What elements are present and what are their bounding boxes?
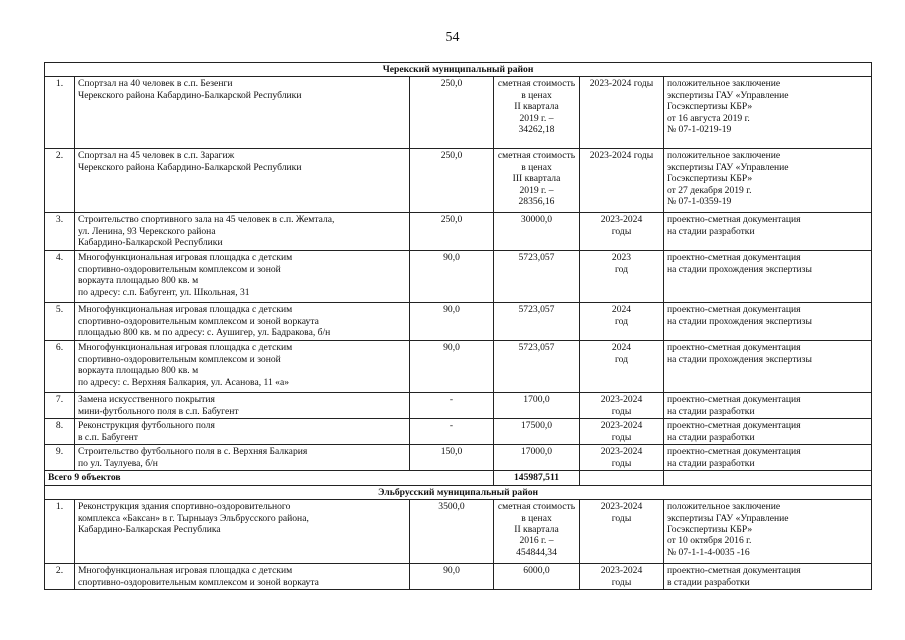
period-value-line: 2024 [611, 342, 632, 354]
total-value: 145987,511 [494, 471, 580, 485]
capacity-value: 90,0 [410, 251, 494, 303]
object-name-line: по ул. Таулуева, б/н [78, 457, 158, 469]
row-number: 9. [45, 445, 75, 471]
table-row [45, 341, 872, 393]
documentation-status [664, 303, 872, 341]
cost-value-line: 17000,0 [520, 446, 553, 458]
documentation-status-line: экспертизы ГАУ «Управление [667, 89, 789, 101]
documentation-status-line: на стадии разработки [667, 225, 755, 237]
documentation-status-line: от 10 октября 2016 г. [667, 535, 752, 547]
cost-value-line: III квартала [512, 173, 561, 185]
empty-cell [580, 471, 664, 485]
object-name-line: площадью 800 кв. м по адресу: с. Аушигер, ул. Бадракова, б/н [78, 327, 331, 339]
row-number: 1. [45, 77, 75, 149]
period-value-line: 2023-2024 [600, 394, 643, 406]
cost-value-line: 28356,16 [518, 196, 555, 208]
period-value-line: 2023-2024 [600, 501, 643, 513]
period-value [580, 213, 664, 251]
period-value-line: 2024 [611, 304, 632, 316]
object-name-line: Реконструкция здания спортивно-оздоровительного [78, 501, 291, 513]
period-value [580, 500, 664, 564]
object-name-line: Реконструкция футбольного поля [78, 420, 215, 432]
documentation-status-line: № 07-1-1-4-0035 -16 [667, 546, 750, 558]
capacity-value: 90,0 [410, 564, 494, 590]
documentation-status-line: экспертизы ГАУ «Управление [667, 512, 789, 524]
empty-cell [664, 471, 872, 485]
object-name-line: Многофункциональная игровая площадка с детским [78, 252, 293, 264]
cost-value [494, 213, 580, 251]
object-name-line: Спортзал на 45 человек в с.п. Зарагиж [78, 150, 235, 162]
table-row [45, 419, 872, 445]
documentation-status-line: проектно-сметная документация [667, 394, 801, 406]
object-name-line: в с.п. Бабугент [78, 431, 138, 443]
period-value [580, 419, 664, 445]
object-name-line: Кабардино-Балкарская Республика [78, 524, 221, 536]
object-name [75, 213, 410, 251]
cost-value-line: 2019 г. – [519, 112, 554, 124]
cost-value-line: в ценах [521, 89, 552, 101]
object-name [75, 445, 410, 471]
cost-value [494, 393, 580, 419]
object-name [75, 77, 410, 149]
object-name-line: Многофункциональная игровая площадка с детским [78, 565, 293, 577]
table-row [45, 213, 872, 251]
cost-value [494, 251, 580, 303]
documentation-status [664, 77, 872, 149]
section-title: Черекский муниципальный район [45, 63, 872, 77]
cost-value [494, 445, 580, 471]
documentation-status-line: проектно-сметная документация [667, 420, 801, 432]
object-name-line: Спортзал на 40 человек в с.п. Безенги [78, 78, 233, 90]
documentation-status [664, 251, 872, 303]
object-name [75, 251, 410, 303]
table-row [45, 393, 872, 419]
documentation-status-line: проектно-сметная документация [667, 214, 801, 226]
object-name [75, 419, 410, 445]
object-name-line: комплекса «Баксан» в г. Тырныауз Эльбрусского района, [78, 512, 309, 524]
documentation-status-line: Госэкспертизы КБР» [667, 524, 753, 536]
section-header-row [45, 485, 872, 499]
documentation-status-line: проектно-сметная документация [667, 252, 801, 264]
cost-value-line: в ценах [521, 161, 552, 173]
documentation-status-line: на стадии прохождения экспертизы [667, 353, 812, 365]
period-value-line: годы [611, 225, 632, 237]
documentation-status-line: № 07-1-0219-19 [667, 124, 732, 136]
period-value-line: 2023-2024 [600, 214, 643, 226]
object-name-line: по адресу: с. Верхняя Балкария, ул. Асанова, 11 «а» [78, 376, 290, 388]
documentation-status-line: проектно-сметная документация [667, 342, 801, 354]
cost-value-line: 34262,18 [518, 124, 555, 136]
total-row [45, 471, 872, 485]
documentation-status-line: положительное заключение [667, 501, 781, 513]
cost-value-line: сметная стоимость [497, 150, 576, 162]
object-name-line: спортивно-оздоровительным комплексом и зоной воркаута [78, 576, 319, 588]
period-value-line: годы [611, 512, 632, 524]
object-name-line: по адресу: с.п. Бабугент, ул. Школьная, 31 [78, 286, 250, 298]
object-name-line: спортивно-оздоровительным комплексом и зоной воркаута [78, 315, 319, 327]
cost-value [494, 500, 580, 564]
object-name-line: воркаута площадью 800 кв. м [78, 365, 199, 377]
period-value-line: год [614, 353, 629, 365]
documentation-status-line: в стадии разработки [667, 576, 750, 588]
row-number: 6. [45, 341, 75, 393]
documentation-status-line: на стадии разработки [667, 405, 755, 417]
page-number: 54 [445, 30, 460, 45]
cost-value-line: 6000,0 [523, 565, 550, 577]
object-name [75, 341, 410, 393]
cost-value [494, 564, 580, 590]
cost-value-line: 2016 г. – [519, 535, 554, 547]
cost-value-line: II квартала [514, 101, 559, 113]
documentation-status-line: на стадии прохождения экспертизы [667, 263, 812, 275]
period-value-line: 2023-2024 годы [589, 150, 654, 162]
period-value [580, 149, 664, 213]
table-row [45, 500, 872, 564]
cost-value [494, 77, 580, 149]
row-number: 1. [45, 500, 75, 564]
cost-value-line: 1700,0 [523, 394, 550, 406]
capacity-value: 90,0 [410, 303, 494, 341]
capacity-value: - [410, 419, 494, 445]
period-value [580, 564, 664, 590]
documentation-status-line: положительное заключение [667, 150, 781, 162]
documentation-status-line: проектно-сметная документация [667, 304, 801, 316]
object-name-line: Черекского района Кабардино-Балкарской Республики [78, 161, 302, 173]
period-value [580, 303, 664, 341]
row-number: 8. [45, 419, 75, 445]
cost-value [494, 149, 580, 213]
documentation-status-line: Госэкспертизы КБР» [667, 101, 753, 113]
object-name [75, 500, 410, 564]
table-row [45, 149, 872, 213]
period-value [580, 251, 664, 303]
documentation-status [664, 564, 872, 590]
object-name [75, 303, 410, 341]
documentation-status-line: проектно-сметная документация [667, 446, 801, 458]
objects-table [44, 62, 872, 590]
cost-value [494, 419, 580, 445]
object-name [75, 393, 410, 419]
documentation-status-line: от 16 августа 2019 г. [667, 112, 750, 124]
object-name-line: спортивно-оздоровительным комплексом и зоной [78, 353, 281, 365]
cost-value-line: сметная стоимость [497, 501, 576, 513]
period-value-line: год [614, 263, 629, 275]
row-number: 7. [45, 393, 75, 419]
period-value-line: 2023-2024 [600, 420, 643, 432]
documentation-status-line: на стадии разработки [667, 431, 755, 443]
table-row [45, 303, 872, 341]
row-number: 4. [45, 251, 75, 303]
object-name-line: ул. Ленина, 93 Черекского района [78, 225, 216, 237]
cost-value-line: 5723,057 [518, 342, 555, 354]
documentation-status [664, 419, 872, 445]
cost-value [494, 303, 580, 341]
cost-value-line: 17500,0 [520, 420, 553, 432]
period-value [580, 341, 664, 393]
period-value [580, 393, 664, 419]
table-row [45, 251, 872, 303]
capacity-value: 3500,0 [410, 500, 494, 564]
period-value [580, 445, 664, 471]
documentation-status-line: на стадии разработки [667, 457, 755, 469]
period-value-line: годы [611, 431, 632, 443]
row-number: 5. [45, 303, 75, 341]
period-value-line: 2023-2024 [600, 446, 643, 458]
capacity-value: 90,0 [410, 341, 494, 393]
documentation-status [664, 149, 872, 213]
section-title: Эльбрусский муниципальный район [45, 485, 872, 499]
table-row [45, 445, 872, 471]
capacity-value: 150,0 [410, 445, 494, 471]
capacity-value: 250,0 [410, 213, 494, 251]
documentation-status-line: от 27 декабря 2019 г. [667, 184, 752, 196]
documentation-status-line: экспертизы ГАУ «Управление [667, 161, 789, 173]
cost-value-line: 30000,0 [520, 214, 553, 226]
documentation-status [664, 213, 872, 251]
object-name-line: воркаута площадью 800 кв. м [78, 275, 199, 287]
table-row [45, 77, 872, 149]
object-name-line: Многофункциональная игровая площадка с детским [78, 342, 293, 354]
documentation-status [664, 393, 872, 419]
row-number: 3. [45, 213, 75, 251]
documentation-status-line: Госэкспертизы КБР» [667, 173, 753, 185]
cost-value-line: сметная стоимость [497, 78, 576, 90]
documentation-status-line: на стадии прохождения экспертизы [667, 315, 812, 327]
capacity-value: 250,0 [410, 149, 494, 213]
capacity-value: - [410, 393, 494, 419]
object-name-line: мини-футбольного поля в с.п. Бабугент [78, 405, 239, 417]
cost-value-line: в ценах [521, 512, 552, 524]
object-name-line: Кабардино-Балкарской Республики [78, 237, 223, 249]
object-name-line: Замена искусственного покрытия [78, 394, 215, 406]
period-value [580, 77, 664, 149]
documentation-status [664, 445, 872, 471]
cost-value-line: 5723,057 [518, 252, 555, 264]
object-name-line: спортивно-оздоровительным комплексом и зоной [78, 263, 281, 275]
period-value-line: годы [611, 457, 632, 469]
object-name [75, 149, 410, 213]
cost-value-line: 2019 г. – [519, 184, 554, 196]
object-name-line: Черекского района Кабардино-Балкарской Республики [78, 89, 302, 101]
cost-value-line: II квартала [514, 524, 559, 536]
row-number: 2. [45, 564, 75, 590]
period-value-line: год [614, 315, 629, 327]
period-value-line: годы [611, 405, 632, 417]
period-value-line: 2023-2024 годы [589, 78, 654, 90]
cost-value [494, 341, 580, 393]
period-value-line: 2023 [611, 252, 632, 264]
period-value-line: 2023-2024 [600, 565, 643, 577]
cost-value-line: 5723,057 [518, 304, 555, 316]
object-name-line: Многофункциональная игровая площадка с детским [78, 304, 293, 316]
documentation-status-line: положительное заключение [667, 78, 781, 90]
documentation-status-line: № 07-1-0359-19 [667, 196, 732, 208]
object-name [75, 564, 410, 590]
cost-value-line: 454844,34 [516, 546, 557, 558]
section-header-row [45, 63, 872, 77]
object-name-line: Строительство спортивного зала на 45 человек в с.п. Жемтала, [78, 214, 335, 226]
documentation-status [664, 341, 872, 393]
capacity-value: 250,0 [410, 77, 494, 149]
object-name-line: Строительство футбольного поля в с. Верхняя Балкария [78, 446, 308, 458]
table-row [45, 564, 872, 590]
documentation-status-line: проектно-сметная документация [667, 565, 801, 577]
total-label: Всего 9 объектов [45, 471, 494, 485]
documentation-status [664, 500, 872, 564]
period-value-line: годы [611, 576, 632, 588]
row-number: 2. [45, 149, 75, 213]
